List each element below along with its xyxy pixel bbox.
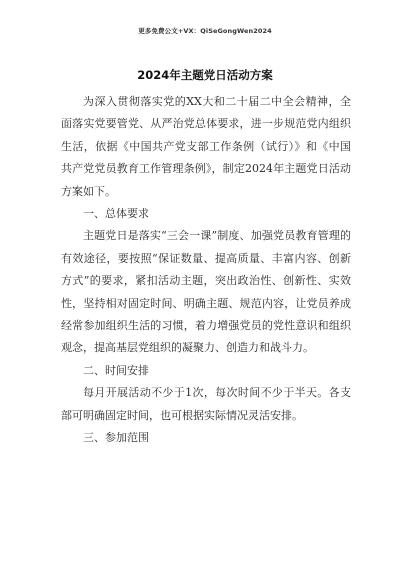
section-heading-schedule: 二、时间安排 xyxy=(83,363,149,377)
document-body xyxy=(61,91,351,450)
header-note: 更多免费公文+VX：QiSeGongWen2024 xyxy=(138,27,272,35)
document-title: 2024年主题党日活动方案 xyxy=(137,68,273,82)
section-heading-participants: 三、参加范围 xyxy=(83,431,149,445)
section-heading-general-requirements: 一、总体要求 xyxy=(83,207,149,221)
intro-paragraph: 为深入贯彻落实党的XX大和二十届二中全会精神，全面落实党要管党、从严治党总体要求，进一步规范党内组织生活，依据《中国共产党支部工作条例（试行）》和《中国共产党党员教育工作管理条例》，制定2024年主题党日活动方案如下。 xyxy=(61,95,351,198)
general-requirements-paragraph: 主题党日是落实“三会一课”制度、加强党员教育管理的有效途径，要按照“保证数量、提高质量、丰富内容、创新方式”的要求，紧扣活动主题，突出政治性、创新性、实效性，坚持相对固定时间、明确主题、规范内容，让党员养成经常参加组织生活的习惯，着力增强党员的党性意识和组织观念，提高基层党组织的凝聚力、创造力和战斗力。 xyxy=(61,229,351,355)
schedule-paragraph: 每月开展活动不少于1次，每次时间不少于半天。各支部可明确固定时间，也可根据实际情况灵活安排。 xyxy=(61,386,351,422)
